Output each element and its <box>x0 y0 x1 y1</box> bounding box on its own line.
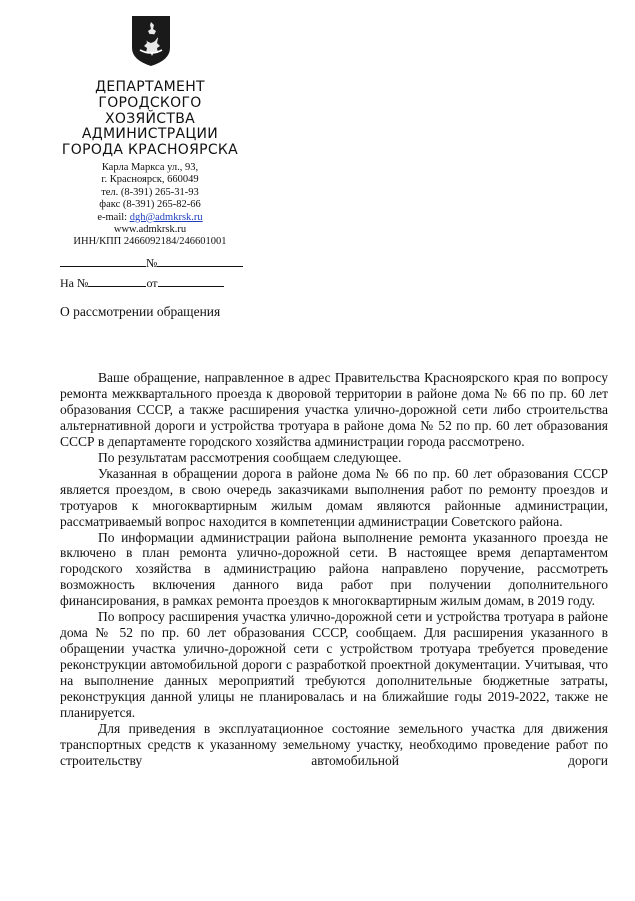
letter-body <box>60 370 608 769</box>
org-line: ХОЗЯЙСТВА <box>105 110 195 127</box>
number-sign: № <box>146 256 158 270</box>
reply-registration-line <box>60 276 250 291</box>
body-paragraph: Ваше обращение, направленное в адрес Правительства Красноярского края по вопросу ремонта межквартального проезда к дворовой территории в районе дома № 66 по пр. 60 лет образования СССР, а также расширения участка улично-дорожной сети либо строительства альтернативной дороги и устройства тротуара в районе дома № 52 по пр. 60 лет образования СССР в департаменте городского хозяйства администрации города рассмотрено. <box>60 370 608 449</box>
body-paragraph: По вопросу расширения участка улично-дорожной сети и устройства тротуара в районе дома № 52 по пр. 60 лет образования СССР, сообщаем. Для расширения указанного в обращении участка улично-дорожной сети с устройством тротуара требуется проведение реконструкции автомобильной дороги с разработкой проектной документации. Учитывая, что на выполнение данных мероприятий требуются дополнительные бюджетные затраты, реконструкция данной улицы не планировалась и на ближайшие годы 2019-2022, также не планируется. <box>60 609 608 721</box>
body-paragraph: Указанная в обращении дорога в районе дома № 66 по пр. 60 лет образования СССР является проездом, в свою очередь заказчиками выполнения работ по ремонту проездов и тротуаров к многоквартирным жилым домам являются районные администрации, рассматриваемый вопрос находится в компетенции администрации Советского района. <box>60 465 608 529</box>
email-link[interactable]: dgh@admkrsk.ru <box>129 211 203 223</box>
address-city: г. Красноярск, 660049 <box>101 174 199 186</box>
date-blank <box>60 256 146 267</box>
email-label: e-mail: <box>97 211 128 223</box>
reply-prefix: На № <box>60 276 89 290</box>
inn-kpp: ИНН/КПП 2466092184/246601001 <box>73 236 227 248</box>
contact-block <box>50 162 250 249</box>
org-line: ГОРОДА КРАСНОЯРСКА <box>61 142 239 159</box>
krasnoyarsk-coat-of-arms-icon <box>130 14 172 68</box>
website: www.admkrsk.ru <box>113 224 187 236</box>
body-paragraph: Для приведения в эксплуатационное состояние земельного участка для движения транспортных средств к указанному земельному участку, необходимо проведение работ по строительству автомобильной дороги <box>60 720 608 768</box>
letter-subject: О рассмотрении обращения <box>60 304 221 319</box>
organization-name <box>50 80 250 159</box>
address-street: Карла Маркса ул., 93, <box>101 162 199 173</box>
body-paragraph: По информации администрации района выполнение ремонта указанного проезда не включено в план ремонта улично-дорожной сети. В настоящее время департаментом городского хозяйства в администрацию района направлено поручение, рассмотреть возможность включения данного вида работ при получении дополнительного финансирования, в рамках ремонта проездов к многоквартирным жилым домам, в 2019 году. <box>60 529 608 609</box>
number-blank <box>157 256 243 267</box>
reply-from: от <box>146 276 158 290</box>
phone: тел. (8-391) 265-31-93 <box>101 186 199 198</box>
org-line: АДМИНИСТРАЦИИ <box>81 126 219 143</box>
email-row <box>50 212 250 224</box>
fax: факс (8-391) 265-82-66 <box>99 199 201 211</box>
reply-number-blank <box>88 276 146 287</box>
body-paragraph: По результатам рассмотрения сообщаем следующее. <box>98 449 402 465</box>
org-line: ГОРОДСКОГО <box>98 94 202 111</box>
org-line: ДЕПАРТАМЕНТ <box>95 79 205 95</box>
outgoing-registration-line <box>60 256 250 271</box>
reply-date-blank <box>158 276 224 287</box>
